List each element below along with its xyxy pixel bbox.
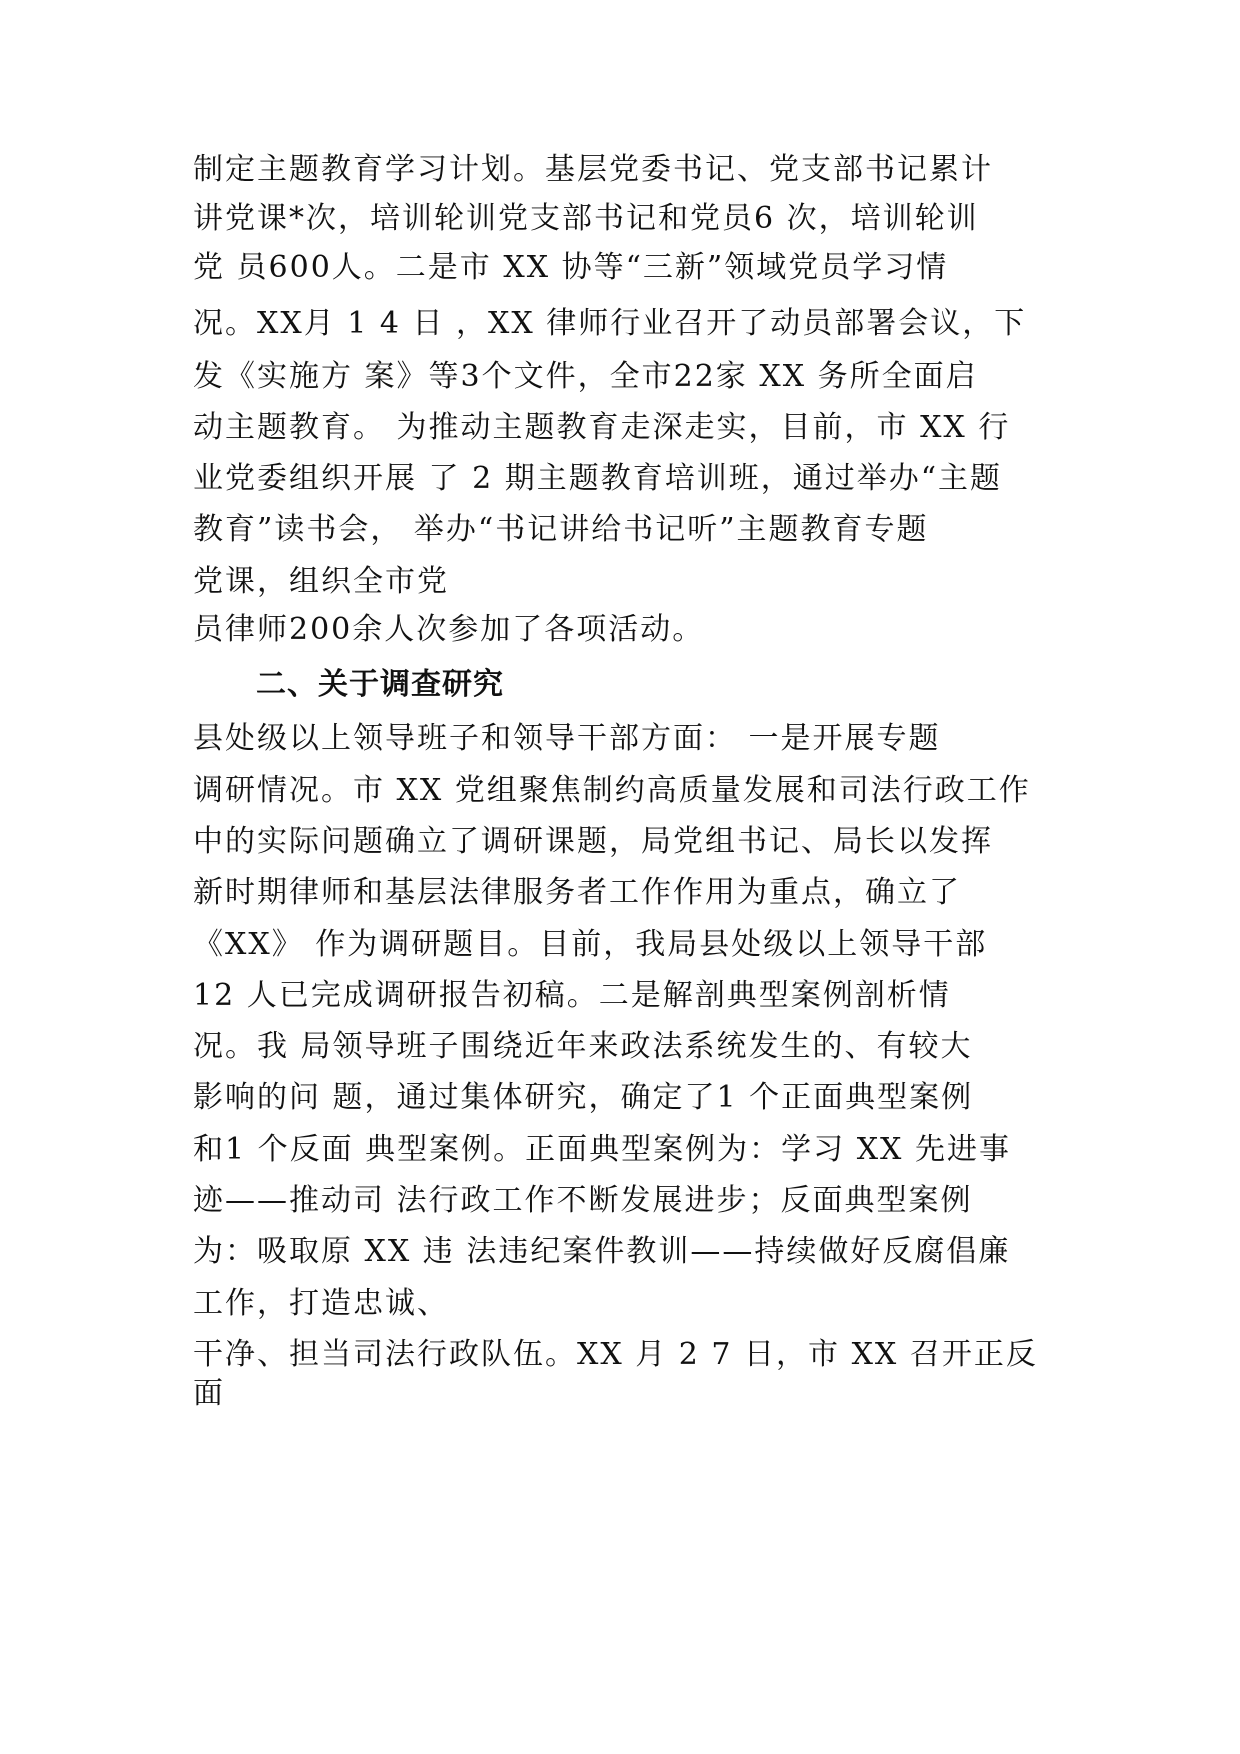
paragraph-line: 县处级以上领导班子和领导干部方面： 一是开展专题 [193,721,941,756]
paragraph-line: 新时期律师和基层法律服务者工作作用为重点，确立了 [193,875,961,910]
paragraph-line: 12 人已完成调研报告初稿。二是解剖典型案例剖析情 [193,978,951,1013]
paragraph-line: 业党委组织开展 了 2 期主题教育培训班，通过举办“主题 [193,461,1003,496]
paragraph-line: 为：吸取原 XX 违 法违纪案件教训——持续做好反腐倡廉 [193,1234,1011,1269]
paragraph-line: 况。XX月 1 4 日 ，XX 律师行业召开了动员部署会议，下 [193,306,1027,341]
paragraph-line: 《XX》 作为调研题目。目前，我局县处级以上领导干部 [193,927,988,962]
paragraph-line: 工作，打造忠诚、 [193,1286,449,1321]
paragraph-line: 教育”读书会， 举办“书记讲给书记听”主题教育专题 [193,512,929,547]
paragraph-line: 中的实际问题确立了调研课题，局党组书记、局长以发挥 [193,824,993,859]
paragraph-line: 讲党课*次，培训轮训党支部书记和党员6 次，培训轮训 [193,201,979,236]
paragraph-line: 调研情况。市 XX 党组聚焦制约高质量发展和司法行政工作 [193,773,1031,808]
paragraph-line: 党 员600人。二是市 XX 协等“三新”领域党员学习情 [193,250,949,285]
paragraph-line: 影响的问 题，通过集体研究，确定了1 个正面典型案例 [193,1080,974,1115]
paragraph-line: 迹——推动司 法行政工作不断发展进步；反面典型案例 [193,1183,973,1218]
paragraph-line: 干净、担当司法行政队伍。XX 月 2 7 日，市 XX 召开正反 [193,1337,1038,1372]
paragraph-line: 员律师200余人次参加了各项活动。 [193,612,705,647]
paragraph-line: 发《实施方 案》等3个文件，全市22家 XX 务所全面启 [193,359,978,394]
paragraph-line: 面 [193,1376,225,1411]
paragraph-line: 制定主题教育学习计划。基层党委书记、党支部书记累计 [193,152,993,187]
section-heading: 二、关于调查研究 [256,667,504,702]
paragraph-line: 党课，组织全市党 [193,564,449,599]
paragraph-line: 动主题教育。 为推动主题教育走深走实，目前，市 XX 行 [193,410,1011,445]
paragraph-line: 况。我 局领导班子围绕近年来政法系统发生的、有较大 [193,1029,973,1064]
paragraph-line: 和1 个反面 典型案例。正面典型案例为：学习 XX 先进事 [193,1132,1011,1167]
